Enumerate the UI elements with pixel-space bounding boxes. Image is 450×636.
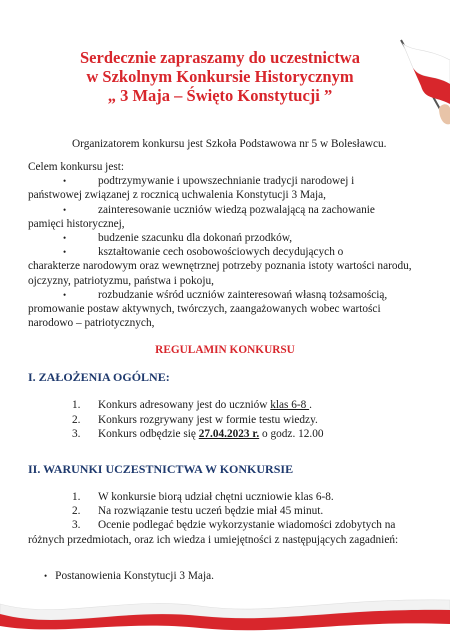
section-2-heading: II. WARUNKI UCZESTNICTWA W KONKURSIE	[28, 462, 294, 476]
bullet-icon: •	[44, 571, 48, 581]
topic-bullet-item: • Postanowienia Konstytucji 3 Maja.	[44, 570, 214, 582]
title-line-2: w Szkolnym Konkursie Historycznym	[86, 67, 354, 86]
bullet-icon: •	[63, 233, 67, 244]
regulamin-heading: REGULAMIN KONKURSU	[155, 344, 295, 356]
bullet-icon: •	[63, 204, 67, 215]
goals-section	[28, 160, 420, 330]
list-item: 2. Konkurs rozgrywany jest w formie testu wiedzy.	[72, 413, 318, 426]
section-1-heading: I. ZAŁOŻENIA OGÓLNE:	[28, 370, 170, 384]
list-item: 3. Ocenie podlegać będzie wykorzystanie wiadomości zdobytych na różnych przedmiotach, oraz ich wiedza i umiejętności z następujących zagadnień:	[28, 519, 399, 546]
goals-lead: Celem konkursu jest:	[28, 161, 125, 173]
poster-title	[40, 48, 400, 105]
polish-flag-icon	[393, 38, 450, 128]
contest-date: 27.04.2023 r.	[198, 428, 260, 441]
flag-ribbon-decoration	[0, 590, 450, 636]
section-2-list	[28, 490, 420, 547]
goal-item: • rozbudzanie wśród uczniów zainteresowań własną tożsamością, promowanie postaw aktywnych, twórczych, zaangażowanych wobec wartości narodowo – patriotycznych,	[28, 288, 388, 330]
title-line-3: „ 3 Maja – Święto Konstytucji ”	[107, 86, 333, 105]
list-item: 2. Na rozwiązanie testu uczeń będzie miał 45 minut.	[72, 505, 324, 518]
title-line-1: Serdecznie zapraszamy do uczestnictwa	[80, 48, 360, 67]
list-item: 3. Konkurs odbędzie się 27.04.2023 r. o godz. 12.00	[72, 428, 324, 441]
organizer-text: Organizatorem konkursu jest Szkoła Podstawowa nr 5 w Bolesławcu.	[72, 138, 387, 150]
goal-item: • podtrzymywanie i upowszechnianie tradycji narodowej i państwowej związanej z rocznicą uchwalenia Konstytucji 3 Maja,	[28, 175, 355, 202]
bullet-icon: •	[63, 289, 67, 300]
goal-item: • kształtowanie cech osobowościowych decydujących o charakterze narodowym oraz wewnętrznej potrzeby poznania istoty wartości narodu, ojczyzny, patriotyzmu, państwa i pokoju,	[28, 246, 412, 287]
bullet-icon: •	[63, 247, 67, 258]
list-item: 1. W konkursie biorą udział chętni uczniowie klas 6-8.	[72, 491, 334, 503]
goal-item: • budzenie szacunku dla dokonań przodków,	[63, 232, 293, 245]
section-1-list	[72, 398, 324, 442]
bullet-icon: •	[63, 176, 67, 187]
goal-item: • zainteresowanie uczniów wiedzą pozwalającą na zachowanie pamięci historycznej,	[28, 203, 375, 230]
list-item: 1. Konkurs adresowany jest do uczniów klas 6-8 .	[72, 399, 312, 411]
